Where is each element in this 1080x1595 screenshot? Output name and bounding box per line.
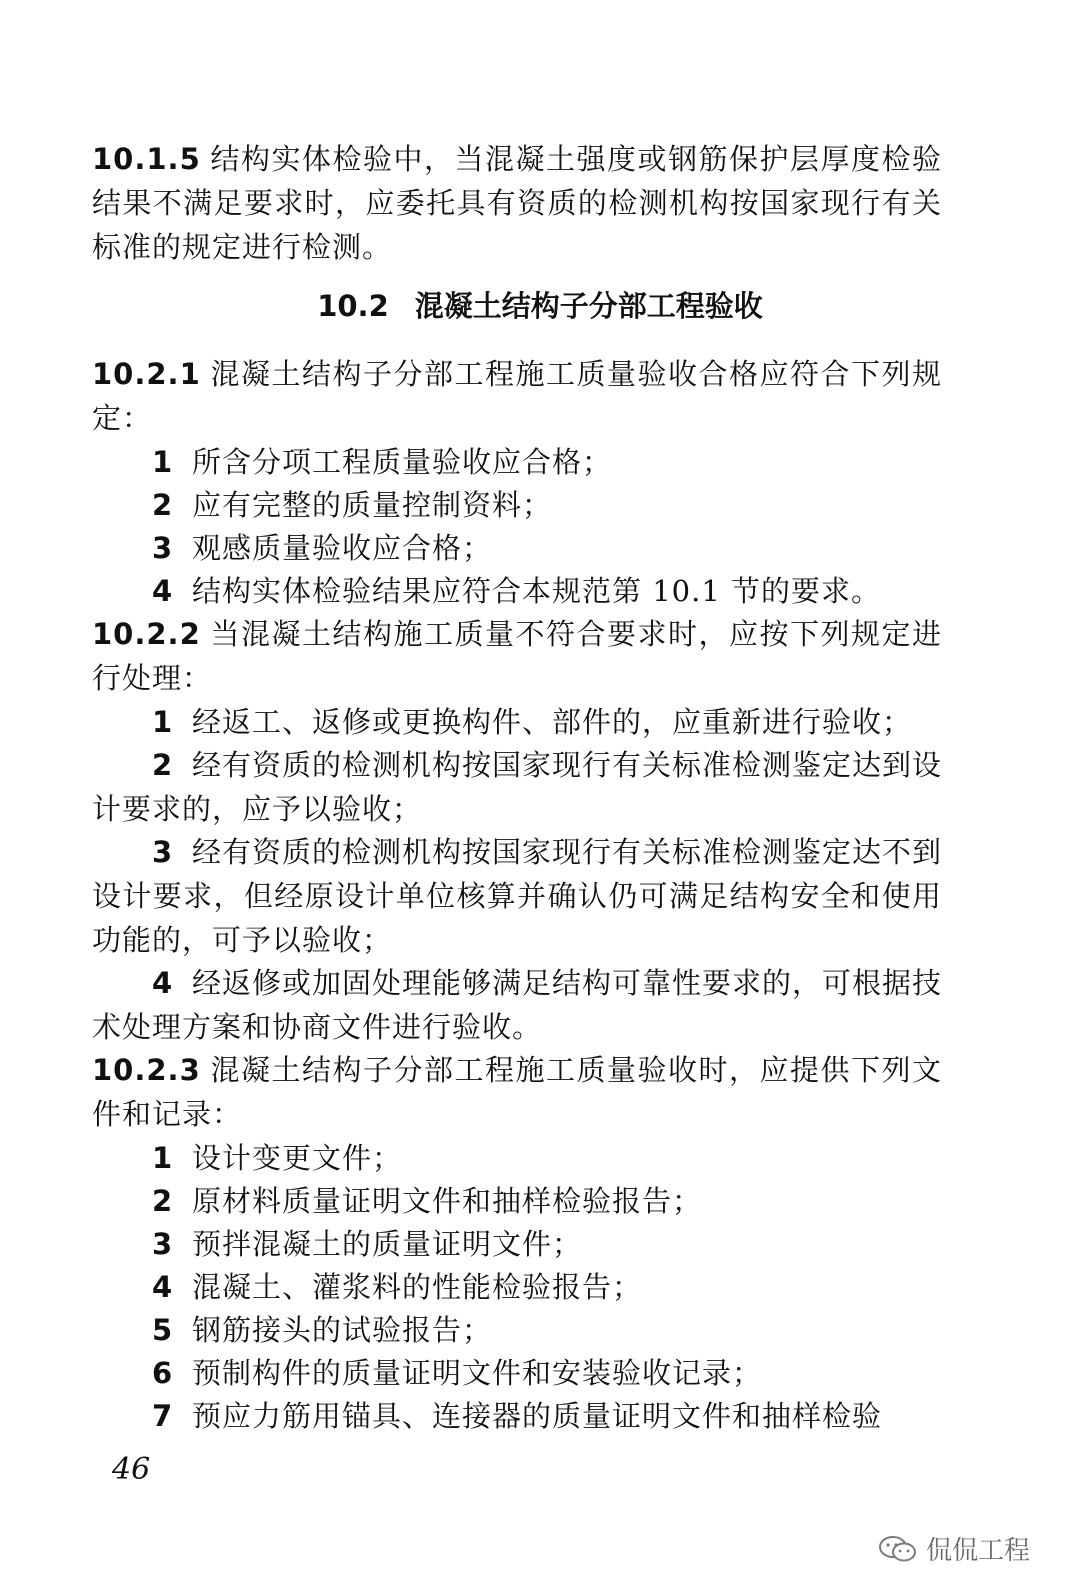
item-number: 1 (152, 705, 174, 739)
item-number: 7 (152, 1399, 174, 1433)
item-text: 应有完整的质量控制资料； (192, 488, 553, 522)
item-number: 1 (152, 445, 174, 479)
item-text: 结构实体检验结果应符合本规范第 10.1 节的要求。 (192, 574, 882, 608)
item-text: 观感质量验收应合格； (192, 531, 493, 565)
item-text: 原材料质量证明文件和抽样检验报告； (192, 1184, 703, 1218)
item-text: 设计变更文件； (192, 1141, 403, 1175)
clause-number: 10.2.2 (92, 617, 201, 651)
list-item (92, 1308, 942, 1352)
clause-text: 混凝土结构子分部工程施工质量验收时，应提供下列文件和记录： (92, 1053, 942, 1131)
item-number: 3 (152, 1227, 174, 1261)
page-number: 46 (112, 1452, 151, 1487)
item-text: 经有资质的检测机构按国家现行有关标准检测鉴定达到设计要求的，应予以验收； (92, 748, 943, 826)
clause-number: 10.2.3 (92, 1053, 201, 1087)
item-text: 预拌混凝土的质量证明文件； (192, 1227, 583, 1261)
list-item (92, 961, 942, 1049)
clause-10-2-2 (92, 612, 942, 700)
list-item (92, 1265, 942, 1309)
item-text: 经有资质的检测机构按国家现行有关标准检测鉴定达不到设计要求，但经原设计单位核算并确认仍可满足结构安全和使用功能的，可予以验收； (92, 835, 943, 957)
item-text: 钢筋接头的试验报告； (192, 1313, 493, 1347)
item-number: 4 (152, 966, 174, 1000)
list-item (92, 1394, 942, 1438)
list-item (92, 1136, 942, 1180)
clause-10-2-3 (92, 1048, 942, 1136)
list-item (92, 569, 942, 613)
item-number: 3 (152, 531, 174, 565)
wechat-icon (878, 1534, 918, 1564)
clause-10-2-1 (92, 352, 942, 440)
clause-text: 结构实体检验中，当混凝土强度或钢筋保护层厚度检验结果不满足要求时，应委托具有资质的检测机构按国家现行有关标准的规定进行检测。 (92, 142, 942, 264)
clause-text: 混凝土结构子分部工程施工质量验收合格应符合下列规定： (92, 357, 942, 435)
item-number: 5 (152, 1313, 174, 1347)
item-number: 3 (152, 835, 174, 869)
item-number: 4 (152, 574, 174, 608)
list-item (92, 1351, 942, 1395)
item-text: 预制构件的质量证明文件和安装验收记录； (192, 1356, 763, 1390)
list-item (92, 830, 942, 962)
item-number: 6 (152, 1356, 174, 1390)
section-number: 10.2 (317, 289, 389, 323)
item-text: 预应力筋用锚具、连接器的质量证明文件和抽样检验 (192, 1399, 883, 1433)
list-item (92, 440, 942, 484)
clause-number: 10.2.1 (92, 357, 201, 391)
watermark (878, 1530, 1030, 1567)
list-item (92, 483, 942, 527)
list-item (92, 743, 942, 831)
item-text: 经返工、返修或更换构件、部件的，应重新进行验收； (192, 705, 913, 739)
list-item (92, 526, 942, 570)
item-number: 2 (152, 1184, 174, 1218)
list-item (92, 1179, 942, 1223)
clause-10-1-5 (92, 137, 942, 269)
item-text: 经返修或加固处理能够满足结构可靠性要求的，可根据技术处理方案和协商文件进行验收。 (92, 966, 943, 1044)
item-number: 2 (152, 488, 174, 522)
item-number: 2 (152, 748, 174, 782)
clause-text: 当混凝土结构施工质量不符合要求时，应按下列规定进行处理： (92, 617, 942, 695)
section-title-text: 混凝土结构子分部工程验收 (414, 289, 763, 323)
watermark-text: 侃侃工程 (925, 1536, 1030, 1566)
item-number: 1 (152, 1141, 174, 1175)
clause-number: 10.1.5 (92, 142, 201, 176)
item-text: 混凝土、灌浆料的性能检验报告； (192, 1270, 643, 1304)
item-text: 所含分项工程质量验收应合格； (192, 445, 613, 479)
list-item (92, 700, 942, 744)
section-title (0, 284, 1080, 328)
item-number: 4 (152, 1270, 174, 1304)
list-item (92, 1222, 942, 1266)
